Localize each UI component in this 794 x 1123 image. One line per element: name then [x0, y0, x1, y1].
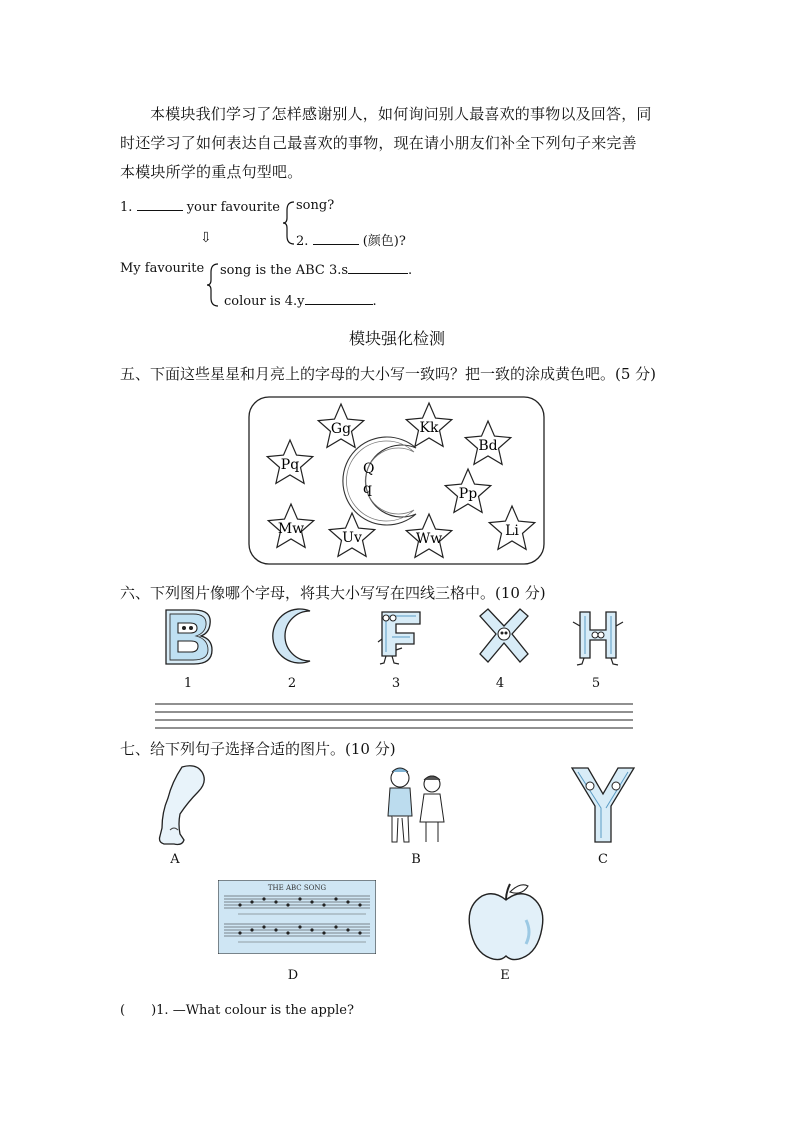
star-letters: Pq: [280, 457, 300, 473]
option-song: song?: [296, 198, 335, 213]
star-letters: Li: [505, 523, 519, 539]
blank-4[interactable]: [305, 292, 373, 305]
intro-line-2: 时还学习了如何表达自己最喜欢的事物，现在请小朋友们补全下列句子来完善: [120, 134, 637, 152]
module-title: 模块强化检测: [348, 329, 445, 348]
answer-colour: [224, 292, 377, 309]
moon-upper-letter: Q: [363, 461, 375, 477]
pic6-label-3: 3: [391, 676, 401, 691]
intro-line-3: 本模块所学的重点句型吧。: [120, 163, 303, 181]
moon-lower-letter: q: [363, 481, 372, 497]
star-letters: Gg: [330, 421, 352, 437]
answer-song: [220, 261, 412, 278]
pic6-label-1: 1: [183, 676, 193, 691]
intro-line-1: 本模块我们学习了怎样感谢别人，如何询问别人最喜欢的事物以及回答，同: [150, 105, 652, 123]
letter-b-picture: [160, 606, 216, 666]
pic7-label-a: A: [170, 852, 180, 867]
opt2-hint: (颜色)?: [362, 234, 406, 249]
answer-colour-text: colour is 4.y: [224, 294, 305, 309]
letter-x-picture: [476, 606, 532, 666]
letter-f-picture: [372, 606, 428, 668]
pattern-question: [120, 198, 280, 215]
letter-y-picture: [568, 764, 638, 846]
apple-picture: [466, 880, 546, 962]
pic7-label-d: D: [287, 968, 299, 983]
opt2-number: 2.: [296, 234, 309, 249]
answer-prefix: My favourite: [120, 261, 205, 276]
star-letters: Pp: [458, 486, 478, 502]
q-number: 1.: [120, 200, 133, 215]
period: .: [408, 263, 413, 278]
pic7-label-b: B: [411, 852, 421, 867]
brace-1: [282, 200, 296, 246]
song-title: THE ABC SONG: [267, 884, 327, 892]
question-1: [120, 999, 354, 1018]
blank-3[interactable]: [348, 261, 408, 274]
abc-song-picture: [218, 880, 376, 954]
period: .: [372, 294, 377, 309]
star-letters: Mw: [277, 521, 305, 537]
blank-1[interactable]: [137, 198, 183, 211]
blank-2[interactable]: [313, 232, 359, 245]
pic7-label-e: E: [500, 968, 510, 983]
down-arrow-icon: ⇩: [200, 230, 212, 246]
question-1-text: 1. —What colour is the apple?: [156, 1003, 354, 1018]
four-line-grid[interactable]: [155, 700, 635, 732]
q-text: your favourite: [186, 200, 280, 215]
letter-h-picture: [570, 606, 626, 668]
section6-title: 六、下列图片像哪个字母，将其大小写写在四线三格中。(10 分): [120, 584, 546, 602]
option-colour: [296, 230, 406, 249]
section7-title: 七、给下列句子选择合适的图片。(10 分): [120, 740, 396, 758]
stars-moon-panel: [248, 396, 546, 566]
arm-picture: [150, 764, 210, 846]
section5-title: 五、下面这些星星和月亮上的字母的大小写一致吗？把一致的涂成黄色吧。(5 分): [120, 365, 657, 383]
pic6-label-5: 5: [591, 676, 601, 691]
pic6-label-2: 2: [287, 676, 297, 691]
star-letters: Bd: [478, 438, 498, 454]
star-letters: Ww: [415, 531, 443, 547]
star-letters: Kk: [419, 420, 439, 436]
children-picture: [380, 764, 452, 848]
pic6-label-4: 4: [495, 676, 505, 691]
pic7-label-c: C: [598, 852, 608, 867]
answer-song-text: song is the ABC 3.s: [220, 263, 349, 278]
crescent-picture: [266, 606, 322, 666]
brace-2: [206, 262, 220, 308]
answer-paren[interactable]: ( ): [120, 1003, 157, 1018]
star-letters: Uv: [342, 530, 362, 546]
